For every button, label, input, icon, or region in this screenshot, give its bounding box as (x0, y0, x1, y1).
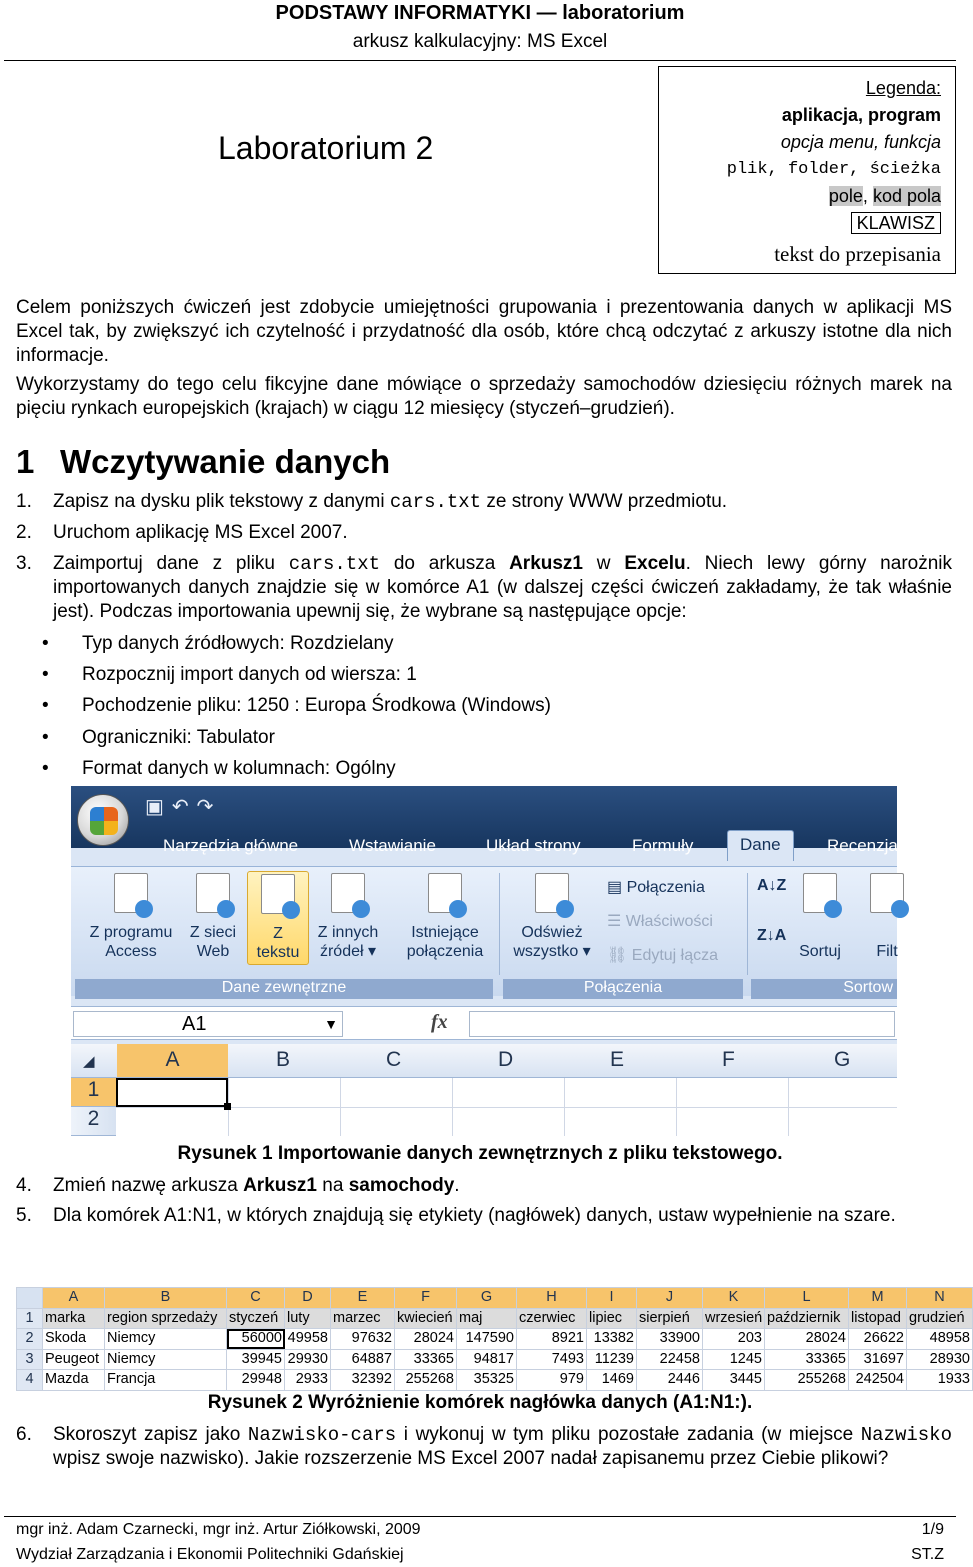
header-cell[interactable]: kwiecień (395, 1308, 457, 1329)
office-button[interactable] (77, 794, 129, 846)
save-icon[interactable]: ▣ (145, 796, 172, 818)
table-row (17, 1370, 973, 1391)
row-header[interactable]: 4 (17, 1370, 43, 1391)
edit-links-button[interactable]: ⛓ Edytuj łącza (607, 947, 719, 964)
header-cell[interactable]: sierpień (637, 1308, 703, 1329)
office-logo-icon (90, 807, 118, 835)
active-cell[interactable]: 56000 (227, 1329, 285, 1350)
undo-icon[interactable]: ↶ (171, 796, 197, 818)
header-cell[interactable]: listopad (849, 1308, 907, 1329)
table-cell[interactable]: 33365 (765, 1349, 849, 1370)
table-cell[interactable]: Francja (105, 1370, 227, 1391)
footer-line-2 (16, 1546, 944, 1564)
tab-review[interactable]: Recenzja (827, 836, 898, 855)
footer-line-1 (16, 1521, 944, 1539)
intro-paragraph-1: Celem poniższych ćwiczeń jest zdobycie umiejętności grupowania i prezentowania danych w aplikacji MS Excel tak, by zwiększyć ich czytelność i przydatność dla osób, które chcą odczytać z arkuszy istotne dla nich informacje. (16, 297, 952, 366)
bullet-item: • Pochodzenie pliku: 1250 : Europa Środkowa (Windows) (42, 695, 551, 716)
table-cell[interactable]: 48958 (907, 1329, 973, 1350)
connections-button[interactable]: ▤ Połączenia (607, 879, 705, 896)
column-header[interactable]: D (498, 1048, 514, 1071)
header-cell[interactable]: luty (285, 1308, 331, 1329)
footer-authors: mgr inż. Adam Czarnecki, mgr inż. Artur Ziółkowski, 2009 (16, 1521, 421, 1538)
table-cell[interactable]: 242504 (849, 1370, 907, 1391)
table-cell[interactable]: 147590 (457, 1329, 517, 1350)
table-cell[interactable]: 33365 (395, 1349, 457, 1370)
table-cell[interactable]: 255268 (765, 1370, 849, 1391)
select-all-corner[interactable] (17, 1288, 43, 1309)
table-cell[interactable]: 3445 (703, 1370, 765, 1391)
table-cell[interactable]: 8921 (517, 1329, 587, 1350)
table-cell[interactable]: Niemcy (105, 1349, 227, 1370)
excel-ribbon-figure (71, 786, 897, 1136)
database-icon (331, 873, 365, 913)
filter-icon (870, 873, 904, 913)
sheet-grid (71, 1078, 897, 1136)
sort-button[interactable]: Sortuj (793, 873, 847, 961)
properties-button[interactable]: ☰ Właściwości (607, 913, 713, 930)
table-cell[interactable]: 2933 (285, 1370, 331, 1391)
table-cell[interactable]: 22458 (637, 1349, 703, 1370)
column-header[interactable]: G (834, 1048, 851, 1071)
refresh-icon (535, 873, 569, 913)
step-1: 1. Zapisz na dysku plik tekstowy z danymi cars.txt ze strony WWW przedmiotu. (16, 491, 728, 513)
table-cell[interactable]: 28024 (395, 1329, 457, 1350)
table-cell[interactable]: 28930 (907, 1349, 973, 1370)
legend-file: plik, folder, ścieżka (726, 160, 941, 179)
gridline (340, 1078, 341, 1136)
table-cell[interactable]: 1469 (587, 1370, 637, 1391)
filter-button[interactable]: Filt (867, 873, 907, 961)
group-connections: Połączenia (503, 979, 743, 999)
header-cell[interactable]: styczeń (227, 1308, 285, 1329)
step-2: 2. Uruchom aplikację MS Excel 2007. (16, 522, 348, 543)
web-icon (196, 873, 230, 913)
column-header[interactable]: E (331, 1288, 395, 1309)
footer-code: ST.Z (911, 1546, 944, 1563)
header-cell[interactable]: wrzesień (703, 1308, 765, 1329)
footer-faculty: Wydział Zarządzania i Ekonomii Politechniki Gdańskiej (16, 1546, 404, 1563)
from-text-button[interactable]: Z tekstu (247, 871, 309, 965)
tab-home[interactable]: Narzędzia główne (163, 836, 299, 855)
gridline (452, 1078, 453, 1136)
table-cell[interactable]: 94817 (457, 1349, 517, 1370)
header-cell[interactable]: czerwiec (517, 1308, 587, 1329)
table-row (17, 1349, 973, 1370)
table-cell[interactable]: 13382 (587, 1329, 637, 1350)
legend-title: Legenda: (865, 78, 941, 98)
table-cell[interactable]: 203 (703, 1329, 765, 1350)
column-header[interactable]: H (517, 1288, 587, 1309)
table-cell[interactable]: 979 (517, 1370, 587, 1391)
row-header[interactable]: 3 (17, 1349, 43, 1370)
legend-key: KLAWISZ (659, 210, 941, 237)
text-file-icon (261, 874, 295, 914)
table-cell[interactable]: 97632 (331, 1329, 395, 1350)
step-4: 4. Zmień nazwę arkusza Arkusz1 na samochody. (16, 1175, 460, 1196)
course-subtitle: arkusz kalkulacyjny: MS Excel (352, 31, 608, 52)
column-header[interactable]: L (765, 1288, 849, 1309)
redo-icon[interactable]: ↷ (196, 796, 222, 818)
table-cell[interactable]: 1245 (703, 1349, 765, 1370)
table-cell[interactable]: 26622 (849, 1329, 907, 1350)
ribbon-panel (71, 866, 897, 996)
footer-rule (4, 1516, 956, 1517)
data-table (16, 1287, 973, 1391)
tab-page-layout[interactable]: Układ strony (486, 836, 581, 855)
gridline (116, 1107, 897, 1108)
name-box[interactable]: A1 ▼ (73, 1011, 343, 1037)
table-cell[interactable]: Skoda (43, 1329, 105, 1350)
table-cell[interactable]: Peugeot (43, 1349, 105, 1370)
active-cell[interactable] (116, 1078, 228, 1107)
section-heading: 1 Wczytywanie danych (16, 443, 391, 480)
step-6: 6. Skoroszyt zapisz jako Nazwisko-cars i wykonuj w tym pliku pozostałe zadania (w miejsce Nazwisko wpisz swoje nazwisko). Jakie rozszerzenie MS Excel 2007 nadał zapisanemu przez Ciebie plikowi? (16, 1424, 952, 1469)
tab-data[interactable]: Dane (727, 830, 794, 861)
legend-box (658, 66, 956, 274)
chevron-down-icon[interactable]: ▼ (324, 1016, 338, 1032)
table-cell[interactable]: 1933 (907, 1370, 973, 1391)
quick-access-toolbar (145, 794, 221, 819)
table-cell[interactable]: 64887 (331, 1349, 395, 1370)
column-header[interactable]: K (703, 1288, 765, 1309)
connections-icon (428, 873, 462, 913)
sort-asc-icon[interactable]: A↓Z (757, 877, 787, 894)
sort-desc-icon[interactable]: Z↓A (757, 927, 787, 944)
ribbon-tab-bar (71, 786, 898, 855)
column-header[interactable]: B (105, 1288, 227, 1309)
step-3: 3. Zaimportuj dane z pliku cars.txt do arkusza Arkusz1 w Excelu. Niech lewy górny narożnik importowanych danych znajdzie się w komórce A1 (w dalszej części ćwiczeń zakładamy, że tak właśnie jest). Podczas importowania upewnij się, że wybrane są następujące opcje: (16, 553, 952, 622)
table-cell[interactable]: 35325 (457, 1370, 517, 1391)
figure2-caption: Rysunek 2 Wyróżnienie komórek nagłówka danych (A1:N1:). (207, 1392, 753, 1413)
column-header[interactable]: M (849, 1288, 907, 1309)
column-header[interactable]: N (907, 1288, 973, 1309)
header-rule (4, 60, 956, 61)
from-access-button[interactable]: Z programu Access (83, 873, 179, 961)
header-cell[interactable]: październik (765, 1308, 849, 1329)
column-header[interactable]: A (43, 1288, 105, 1309)
page-number: 1/9 (921, 1521, 944, 1538)
spreadsheet-figure (16, 1287, 970, 1387)
tab-insert[interactable]: Wstawianie (349, 836, 436, 855)
header-cell[interactable]: maj (457, 1308, 517, 1329)
table-cell[interactable]: 7493 (517, 1349, 587, 1370)
table-cell[interactable]: 255268 (395, 1370, 457, 1391)
header-cell[interactable]: marzec (331, 1308, 395, 1329)
column-header[interactable]: C (386, 1048, 402, 1071)
header-cell[interactable]: lipiec (587, 1308, 637, 1329)
from-web-button[interactable]: Z sieci Web (185, 873, 241, 961)
column-header[interactable]: B (276, 1048, 291, 1071)
header-cell[interactable]: region sprzedaży (105, 1308, 227, 1329)
gridline (676, 1078, 677, 1136)
group-external-data: Dane zewnętrzne (75, 979, 493, 999)
gridline (788, 1078, 789, 1136)
group-separator (747, 873, 748, 975)
table-cell[interactable]: 33900 (637, 1329, 703, 1350)
select-all-icon[interactable]: ◢ (83, 1053, 95, 1070)
column-header[interactable]: F (395, 1288, 457, 1309)
step-5: 5. Dla komórek A1:N1, w których znajdują się etykiety (nagłówek) danych, ustaw wypełnienie na szare. (16, 1205, 896, 1226)
course-header: PODSTAWY INFORMATYKI — laboratorium (275, 2, 685, 24)
table-cell[interactable]: Niemcy (105, 1329, 227, 1350)
column-header[interactable]: J (637, 1288, 703, 1309)
table-cell[interactable]: Mazda (43, 1370, 105, 1391)
from-other-sources-button[interactable]: Z innych źródeł ▾ (313, 873, 383, 961)
column-header[interactable]: G (457, 1288, 517, 1309)
figure1-caption: Rysunek 1 Importowanie danych zewnętrznych z pliku tekstowego. (177, 1143, 783, 1164)
refresh-all-button[interactable]: Odśwież wszystko ▾ (507, 873, 597, 961)
gridline (564, 1078, 565, 1136)
column-header[interactable]: A (117, 1044, 228, 1077)
table-cell[interactable]: 11239 (587, 1349, 637, 1370)
row-header[interactable]: 1 (17, 1308, 43, 1329)
table-cell[interactable]: 28024 (765, 1329, 849, 1350)
legend-copy-text: tekst do przepisania (774, 242, 941, 266)
bullet-item: • Format danych w kolumnach: Ogólny (42, 758, 396, 779)
legend-menu: opcja menu, funkcja (780, 132, 941, 152)
table-cell[interactable]: 31697 (849, 1349, 907, 1370)
table-cell[interactable]: 2446 (637, 1370, 703, 1391)
column-header[interactable]: E (610, 1048, 625, 1071)
column-header[interactable]: I (587, 1288, 637, 1309)
table-cell[interactable]: 29930 (285, 1349, 331, 1370)
formula-input[interactable] (469, 1011, 895, 1037)
table-cell[interactable]: 39945 (227, 1349, 285, 1370)
table-cell[interactable]: 29948 (227, 1370, 285, 1391)
legend-field: pole, kod pola (828, 186, 941, 206)
column-header[interactable]: F (722, 1048, 735, 1071)
bullet-item: • Rozpocznij import danych od wiersza: 1 (42, 664, 417, 685)
sort-icon (803, 873, 837, 913)
table-row (17, 1308, 973, 1329)
group-separator (499, 873, 500, 975)
row-header[interactable]: 2 (17, 1329, 43, 1350)
header-cell[interactable]: grudzień (907, 1308, 973, 1329)
legend-app: aplikacja, program (781, 105, 941, 125)
column-headers (71, 1044, 897, 1078)
bullet-item: • Typ danych źródłowych: Rozdzielany (42, 633, 394, 654)
row-header[interactable]: 1 (71, 1078, 116, 1107)
header-cell[interactable]: marka (43, 1308, 105, 1329)
intro-paragraph-2: Wykorzystamy do tego celu fikcyjne dane mówiące o sprzedaży samochodów dziesięciu różnych marek na pięciu rynkach europejskich (krajach) w ciągu 12 miesięcy (styczeń–grudzień). (16, 374, 952, 419)
row-header[interactable]: 2 (71, 1107, 116, 1136)
bullet-item: • Ograniczniki: Tabulator (42, 727, 275, 748)
table-cell[interactable]: 49958 (285, 1329, 331, 1350)
table-cell[interactable]: 32392 (331, 1370, 395, 1391)
column-header[interactable]: C (227, 1288, 285, 1309)
page-title: Laboratorium 2 (218, 130, 434, 166)
formula-bar (71, 1006, 897, 1040)
table-row (17, 1329, 973, 1350)
function-icon[interactable]: fx (431, 1011, 448, 1033)
tab-formulas[interactable]: Formuły (632, 836, 694, 855)
existing-connections-button[interactable]: Istniejące połączenia (399, 873, 491, 961)
column-header[interactable]: D (285, 1288, 331, 1309)
group-sort: Sortow (751, 979, 897, 999)
access-icon (114, 873, 148, 913)
